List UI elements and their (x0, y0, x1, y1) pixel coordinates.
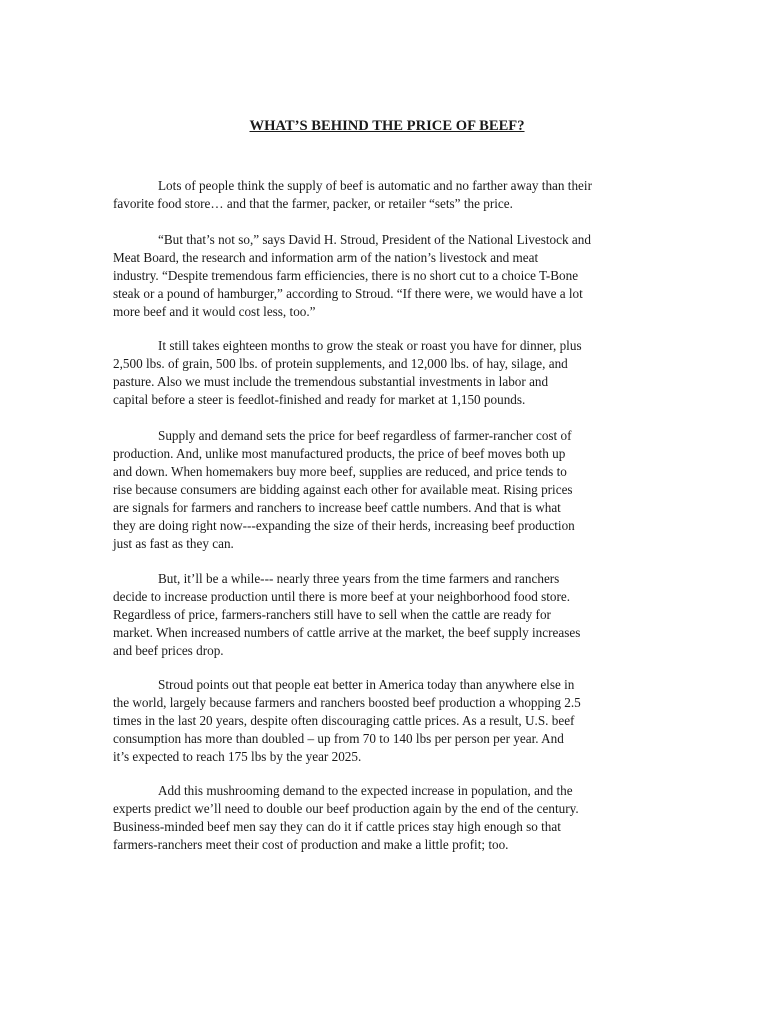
paragraph-line: steak or a pound of hamburger,” according to Stroud. “If there were, we would have a lot (113, 286, 583, 301)
paragraph-line: rise because consumers are bidding against each other for available meat. Rising prices (113, 482, 573, 497)
paragraph-line: It still takes eighteen months to grow the steak or roast you have for dinner, plus (158, 338, 582, 353)
paragraph-line: and down. When homemakers buy more beef, supplies are reduced, and price tends to (113, 464, 567, 479)
paragraph-line: just as fast as they can. (113, 536, 234, 551)
paragraph-line: market. When increased numbers of cattle arrive at the market, the beef supply increases (113, 625, 581, 640)
paragraph-line: “But that’s not so,” says David H. Stroud, President of the National Livestock and (158, 232, 591, 247)
paragraph-line: are signals for farmers and ranchers to increase beef cattle numbers. And that is what (113, 500, 561, 515)
paragraph-4 (113, 427, 661, 553)
paragraph-line: favorite food store… and that the farmer, packer, or retailer “sets” the price. (113, 196, 513, 211)
paragraph-line: they are doing right now---expanding the size of their herds, increasing beef production (113, 518, 575, 533)
paragraph-2 (113, 231, 661, 321)
paragraph-3 (113, 337, 661, 409)
paragraph-line: industry. “Despite tremendous farm efficiencies, there is no short cut to a choice T-Bone (113, 268, 579, 283)
paragraph-line: Regardless of price, farmers-ranchers still have to sell when the cattle are ready for (113, 607, 551, 622)
paragraph-line: it’s expected to reach 175 lbs by the year 2025. (113, 749, 362, 764)
paragraph-line: production. And, unlike most manufactured products, the price of beef moves both up (113, 446, 566, 461)
paragraph-line: farmers-ranchers meet their cost of production and make a little profit; too. (113, 837, 509, 852)
paragraph-1 (113, 177, 661, 213)
paragraph-line: Add this mushrooming demand to the expected increase in population, and the (158, 783, 573, 798)
paragraph-line: Lots of people think the supply of beef is automatic and no farther away than their (158, 178, 592, 193)
paragraph-line: consumption has more than doubled – up from 70 to 140 lbs per person per year. And (113, 731, 564, 746)
paragraph-line: pasture. Also we must include the tremendous substantial investments in labor and (113, 374, 549, 389)
paragraph-line: times in the last 20 years, despite often discouraging cattle prices. As a result, U.S. beef (113, 713, 575, 728)
paragraph-6 (113, 676, 661, 766)
document-page (113, 0, 661, 1024)
paragraph-line: more beef and it would cost less, too.” (113, 304, 316, 319)
paragraph-line: and beef prices drop. (113, 643, 224, 658)
document-title: WHAT’S BEHIND THE PRICE OF BEEF? (249, 118, 525, 134)
paragraph-line: Stroud points out that people eat better in America today than anywhere else in (158, 677, 575, 692)
paragraph-line: capital before a steer is feedlot-finished and ready for market at 1,150 pounds. (113, 392, 526, 407)
paragraph-line: Supply and demand sets the price for beef regardless of farmer-rancher cost of (158, 428, 572, 443)
paragraph-line: decide to increase production until there is more beef at your neighborhood food store. (113, 589, 571, 604)
paragraph-line: But, it’ll be a while--- nearly three years from the time farmers and ranchers (158, 571, 560, 586)
paragraph-line: 2,500 lbs. of grain, 500 lbs. of protein supplements, and 12,000 lbs. of hay, silage, and (113, 356, 568, 371)
paragraph-line: the world, largely because farmers and ranchers boosted beef production a whopping 2.5 (113, 695, 581, 710)
paragraph-line: Meat Board, the research and information arm of the nation’s livestock and meat (113, 250, 539, 265)
paragraph-7 (113, 782, 661, 854)
paragraph-5 (113, 570, 661, 660)
paragraph-line: experts predict we’ll need to double our beef production again by the end of the century. (113, 801, 579, 816)
paragraph-line: Business-minded beef men say they can do it if cattle prices stay high enough so that (113, 819, 561, 834)
